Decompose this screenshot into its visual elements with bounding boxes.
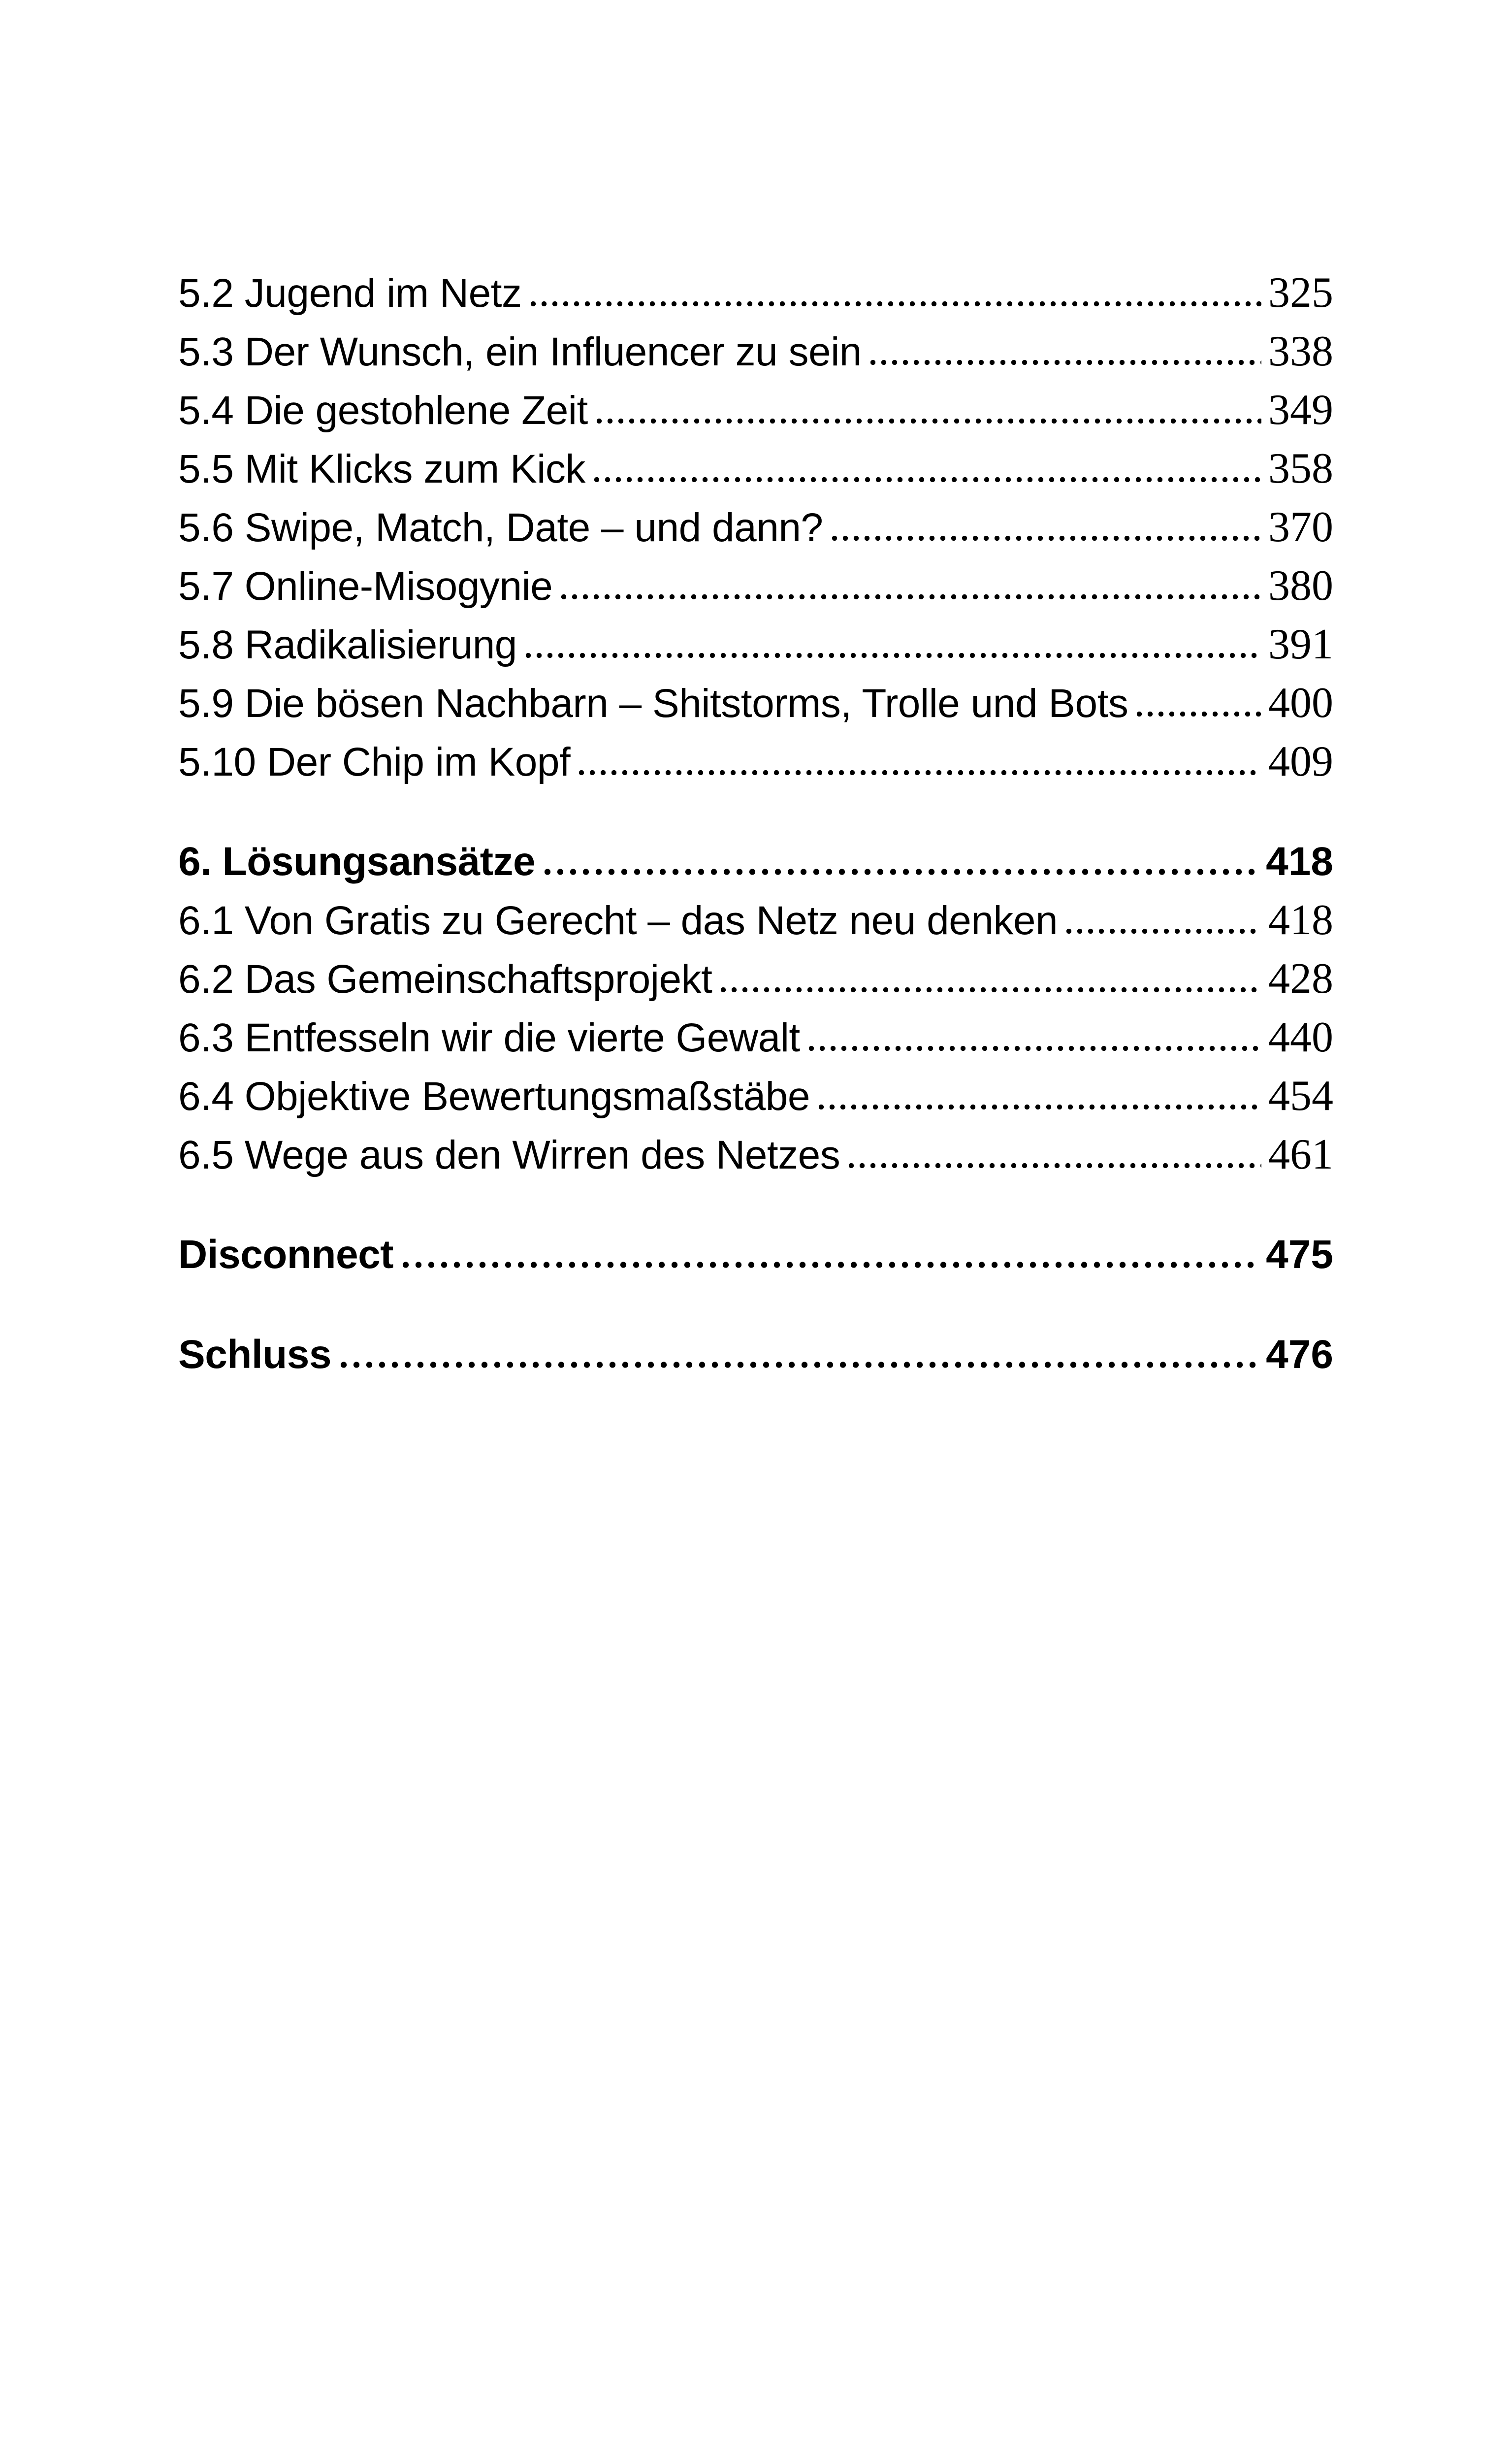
toc-entry-page-number: 409 — [1268, 738, 1333, 785]
toc-entry-page-number: 400 — [1268, 679, 1333, 727]
toc-entry-page-number: 358 — [1268, 445, 1333, 492]
toc-entry — [178, 556, 1333, 615]
dot-leader — [1063, 928, 1261, 934]
toc-entry-label: 6.4 Objektive Bewertungsmaßstäbe — [178, 1074, 810, 1119]
toc-entry-page-number: 440 — [1268, 1013, 1333, 1061]
dot-leader — [816, 1104, 1261, 1110]
dot-leader — [829, 535, 1261, 541]
toc-entry-label: 6.2 Das Gemeinschaftsprojekt — [178, 957, 712, 1002]
toc-entry-label: 6.3 Entfesseln wir die vierte Gewalt — [178, 1015, 800, 1060]
toc-entry-page-number: 370 — [1268, 503, 1333, 551]
toc-entry-label: 5.2 Jugend im Netz — [178, 271, 522, 316]
toc-entry — [178, 322, 1333, 381]
toc-entry-page-number: 418 — [1266, 839, 1333, 884]
dot-leader — [868, 359, 1261, 365]
dot-leader — [846, 1163, 1261, 1169]
toc-entry-label: 5.8 Radikalisierung — [178, 622, 517, 667]
dot-leader — [591, 477, 1261, 483]
dot-leader — [541, 869, 1259, 875]
toc-entry-label: 6. Lösungsansätze — [178, 839, 536, 884]
dot-leader — [718, 987, 1261, 993]
dot-leader — [399, 1262, 1259, 1268]
dot-leader — [337, 1362, 1259, 1368]
table-of-contents — [178, 263, 1333, 1384]
toc-entry — [178, 615, 1333, 674]
toc-entry-label: 5.4 Die gestohlene Zeit — [178, 388, 588, 433]
toc-entry — [178, 949, 1333, 1008]
toc-entry-page-number: 418 — [1268, 896, 1333, 944]
toc-entry-label: Schluss — [178, 1332, 331, 1377]
toc-entry — [178, 1225, 1333, 1284]
toc-entry — [178, 439, 1333, 498]
toc-entry-label: 6.1 Von Gratis zu Gerecht – das Netz neu denken — [178, 898, 1058, 943]
toc-entry-label: Disconnect — [178, 1232, 393, 1277]
toc-entry — [178, 891, 1333, 949]
dot-leader — [558, 594, 1261, 600]
toc-entry — [178, 732, 1333, 791]
dot-leader — [594, 418, 1261, 424]
toc-entry-label: 5.5 Mit Klicks zum Kick — [178, 447, 585, 491]
toc-entry — [178, 498, 1333, 556]
toc-entry-page-number: 428 — [1268, 955, 1333, 1003]
dot-leader — [1134, 711, 1261, 717]
dot-leader — [523, 652, 1261, 658]
toc-entry-page-number: 391 — [1268, 620, 1333, 668]
toc-entry — [178, 674, 1333, 732]
dot-leader — [806, 1045, 1261, 1051]
toc-entry-page-number: 325 — [1268, 269, 1333, 317]
toc-entry-page-number: 461 — [1268, 1131, 1333, 1178]
toc-entry-page-number: 476 — [1266, 1332, 1333, 1377]
toc-entry-label: 5.10 Der Chip im Kopf — [178, 740, 571, 784]
toc-entry-page-number: 349 — [1268, 386, 1333, 434]
toc-entry — [178, 381, 1333, 439]
toc-entry-page-number: 454 — [1268, 1072, 1333, 1120]
toc-entry-page-number: 380 — [1268, 562, 1333, 610]
toc-entry-page-number: 475 — [1266, 1232, 1333, 1277]
dot-leader — [528, 301, 1262, 307]
toc-entry-label: 5.3 Der Wunsch, ein Influencer zu sein — [178, 329, 862, 374]
toc-entry-page-number: 338 — [1268, 327, 1333, 375]
toc-entry-label: 6.5 Wege aus den Wirren des Netzes — [178, 1133, 840, 1177]
toc-entry-label: 5.7 Online-Misogynie — [178, 564, 553, 609]
toc-entry-label: 5.9 Die bösen Nachbarn – Shitstorms, Trolle und Bots — [178, 681, 1128, 726]
toc-entry — [178, 1125, 1333, 1184]
toc-entry — [178, 1067, 1333, 1125]
toc-entry — [178, 1325, 1333, 1384]
toc-entry — [178, 832, 1333, 891]
toc-entry — [178, 263, 1333, 322]
toc-entry-label: 5.6 Swipe, Match, Date – und dann? — [178, 505, 823, 550]
toc-entry — [178, 1008, 1333, 1067]
dot-leader — [576, 770, 1261, 776]
